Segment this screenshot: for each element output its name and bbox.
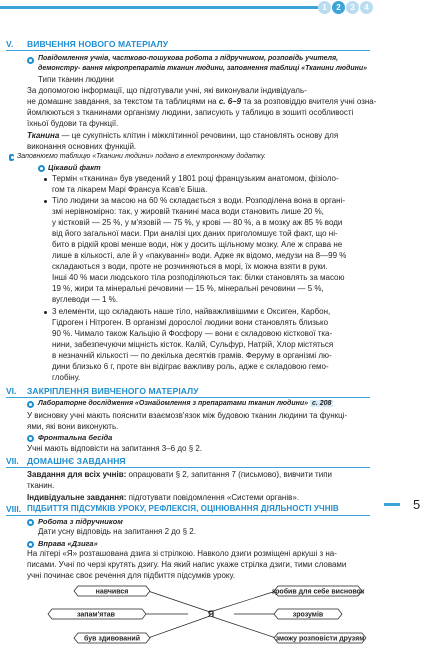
definition-line: виконання основних функцій. xyxy=(27,142,137,151)
para-line: йомлюються з тканинами організму людини, записують у таблицю в зошиті особливості xyxy=(27,108,354,117)
fact-line: 19 %, жири та мінеральні речовини — 15 %, мінеральні речовини — 5 %, xyxy=(52,284,324,293)
homework-all: Завдання для всіх учнів: опрацювати § 2, запитання 7 (письмово), вивчити типи xyxy=(27,470,332,479)
lab-text: Лабораторне дослідження «Ознайомлення з препаратами тканин людини» с. 208 xyxy=(38,400,332,407)
frontal-label: Фронтальна бесіда xyxy=(38,433,113,442)
fact-line: глобіну. xyxy=(52,373,81,382)
section-vi-header xyxy=(6,386,370,398)
page-nav xyxy=(318,1,373,14)
para-line: У висновку учні мають пояснити взаємозв'язок між будовою тканин людини та функці- xyxy=(27,411,348,420)
para-line: їхньої будови та функції. xyxy=(27,119,119,128)
nav-page-2[interactable]: 2 xyxy=(332,1,345,14)
fact-line: Гідроген і Нітроген. В організмі дорослої людини вони становлять близько xyxy=(52,318,329,327)
task-description: Повідомлення учнів, частково-пошукова робота з підручником, розповідь учителя, демонстру- вання мікропрепаратів тканин людини, заповнення таблиці «Тканини людини» xyxy=(38,55,367,72)
section-title: ЗАКРІПЛЕННЯ ВИВЧЕНОГО МАТЕРІАЛУ xyxy=(27,386,199,396)
fact-line: лише в кількості, але й у «пакуванні» води. Адже як відомо, медузи на 8—99 % xyxy=(52,251,347,260)
fact-line: в незначній кількості — по декілька десятків грамів. Феруму в організмі лю- xyxy=(52,351,332,360)
nav-page-1[interactable]: 1 xyxy=(318,1,331,14)
para-line: За допомогою інформації, що підготували учні, які виконували індивідуаль- xyxy=(27,86,307,95)
section-number: VII. xyxy=(6,456,19,466)
bullet xyxy=(44,200,47,203)
task-icon xyxy=(27,57,34,64)
section-vii-header xyxy=(6,456,370,468)
label-understood: зрозумів xyxy=(292,611,324,619)
fact-line: дини близько 6 г, проте він відіграє важливу роль, адже є складовою гемо- xyxy=(52,362,329,371)
fact-line: Термін «тканина» був уведений у 1801 році французьким анатомом, фізіоло- xyxy=(52,174,339,183)
fact-line: змі нерівномірно: так, у жировій тканині маса води становить лише 20 %, xyxy=(52,207,324,216)
top-rule xyxy=(0,6,318,9)
para-line: Дати усну відповідь на запитання 2 до § 2. xyxy=(38,527,196,536)
center-letter: Я xyxy=(207,609,215,619)
spinner-diagram xyxy=(38,584,384,650)
nav-page-4[interactable]: 4 xyxy=(360,1,373,14)
homework-individual: Індивідуальне завдання: підготувати повідомлення «Системи органів». xyxy=(27,493,300,502)
note-text: Заповнюємо таблицю «Тканини людини» подано в електронному додатку. xyxy=(17,153,266,160)
section-title: ДОМАШНЄ ЗАВДАННЯ xyxy=(27,456,126,466)
talk-icon xyxy=(27,435,34,442)
fact-line: від його загальної маси. При аналізі цих даних приголомшує той факт, що ні- xyxy=(52,229,338,238)
fact-line: гом та лікарем Марі Франсуа Ксав'є Біша. xyxy=(52,185,208,194)
section-v-header xyxy=(6,39,370,51)
homework-all-cont: тканин. xyxy=(27,481,55,490)
page-ref: с. 6–9 xyxy=(218,97,242,106)
subtitle: Типи тканин людини xyxy=(38,75,114,84)
fact-line: Інші 40 % маси людського тіла розподіляються так: білки становлять за масою xyxy=(52,273,345,282)
para-line: ями, які вони виконують. xyxy=(27,422,119,431)
para-line: Учні мають відповісти на запитання 3–6 до § 2. xyxy=(27,444,203,453)
fact-line: бито в рідкій крові менше води, ніж у досить щільному мозку. Але ж справа не xyxy=(52,240,343,249)
section-title: ПІДБИТТЯ ПІДСУМКІВ УРОКУ, РЕФЛЕКСІЯ, ОЦІНЮВАННЯ ДІЯЛЬНОСТІ УЧНІВ xyxy=(27,504,339,513)
lab-icon xyxy=(27,401,34,408)
nav-page-3[interactable]: 3 xyxy=(346,1,359,14)
fact-line: 3 елементи, що складають наше тіло, найважливішими є Оксиген, Карбон, xyxy=(52,307,331,316)
fact-icon xyxy=(38,165,45,172)
page-marker xyxy=(384,503,400,506)
fact-line: Тіло людини за масою на 60 % складається з води. Розподілена вона в органі- xyxy=(52,196,346,205)
label-remembered: запам'ятав xyxy=(77,611,115,619)
note-icon xyxy=(9,154,14,161)
section-title: ВИВЧЕННЯ НОВОГО МАТЕРІАЛУ xyxy=(27,39,169,49)
para-line: учні починає своє речення для підбиття підсумків уроку. xyxy=(27,571,235,580)
bullet xyxy=(44,178,47,181)
fact-line: 90 %. Чимало також Кальцію й Фосфору — вони є складовою кісткової тка- xyxy=(52,329,333,338)
game-label: Вправа «Дзига» xyxy=(38,539,98,548)
para-line: не домашнє завдання, за текстом та таблицями на с. 6–9 та за розповіддю вчителя учні озна- xyxy=(27,97,377,106)
para-line: На літері «Я» розташована дзига зі стрілкою. Навколо дзиги розміщені аркуші з на- xyxy=(27,549,337,558)
bullet xyxy=(44,311,47,314)
label-surprised: був здивований xyxy=(83,635,141,643)
fact-line: нини, забезпечуючи міцність кісток. Калій, Сульфур, Натрій, Хлор містяться xyxy=(52,340,334,349)
game-icon xyxy=(27,541,34,548)
definition: Тканина — це сукупність клітин і міжклітинної речовини, що становлять основу для xyxy=(27,131,339,140)
section-number: V. xyxy=(6,39,14,49)
fact-line: складаються з води, проте не розчиняються в морі, їх можна взяти в руки. xyxy=(52,262,328,271)
para-line: писами. Учні по черзі крутять дзигу. На який напис укаже стрілка дзиги, тими словами xyxy=(27,560,347,569)
section-number: VIII. xyxy=(6,504,22,514)
fact-label: Цікавий факт xyxy=(48,163,101,172)
fact-line: у кістковій — 25 %, у м'язовій — 75 %, у крові — 80 %, а в мозку аж 85 % води xyxy=(52,218,343,227)
work-label: Робота з підручником xyxy=(38,517,123,526)
label-concluded: зробив для себе висновок xyxy=(271,588,365,596)
label-tell-friends: зможу розповісти друзям xyxy=(275,635,365,643)
section-number: VI. xyxy=(6,386,17,396)
fact-line: вуглеводи — 1 %. xyxy=(52,295,118,304)
page-number: 5 xyxy=(413,497,421,512)
section-viii-header xyxy=(6,504,370,516)
book-icon xyxy=(27,519,34,526)
label-learned: навчився xyxy=(95,588,129,596)
